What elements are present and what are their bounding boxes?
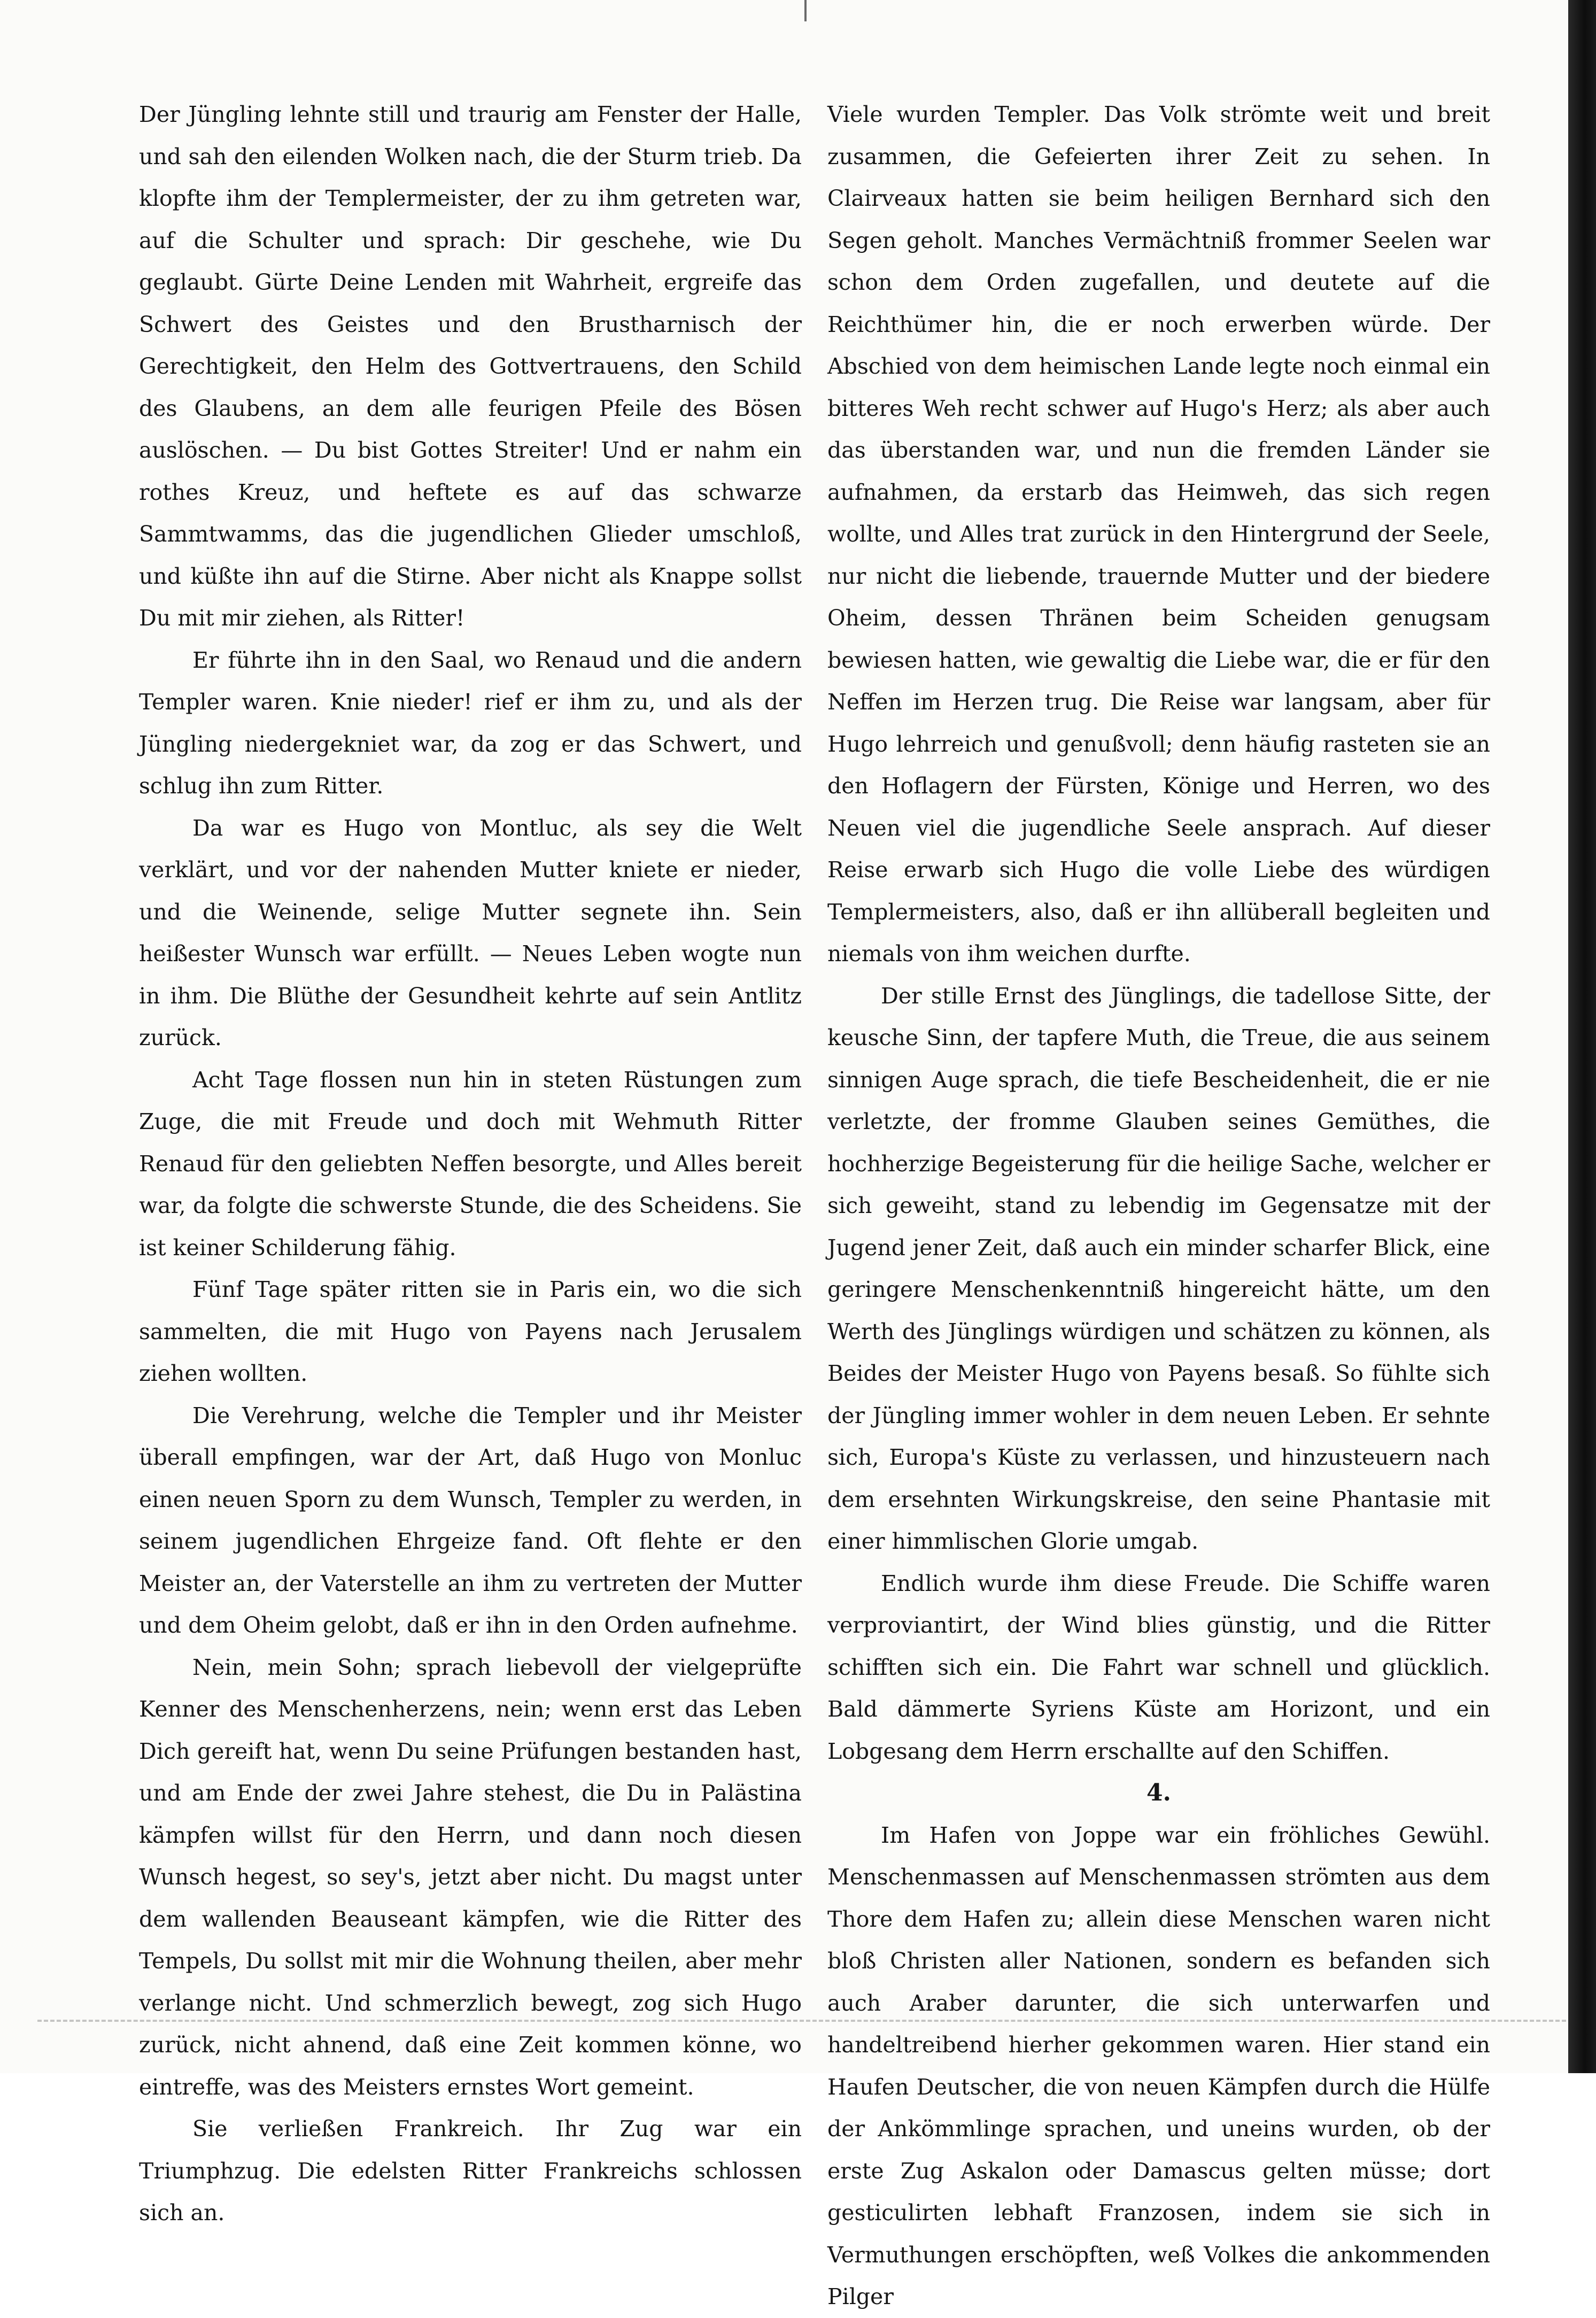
bottom-dashed-rule bbox=[37, 2020, 1566, 2022]
right-text-column bbox=[827, 94, 1490, 2309]
left-text-column bbox=[139, 94, 802, 2226]
paragraph: Endlich wurde ihm diese Freude. Die Schiffe waren verproviantirt, der Wind blies günstig, und die Ritter schifften sich ein. Die Fahrt war schnell und glücklich. Bald dämmerte Syriens Küste am Horizont, und ein Lobgesang dem Herrn erschallte auf den Schiffen. bbox=[827, 1570, 1490, 1764]
scan-crease-mark bbox=[804, 0, 807, 21]
paragraph: Die Verehrung, welche die Templer und ihr Meister überall empfingen, war der Art, daß Hugo von Monluc einen neuen Sporn zu dem Wunsch, Templer zu werden, in seinem jugendlichen Ehrgeize fand. Oft flehte er den Meister an, der Vaterstelle an ihm zu vertreten der Mutter und dem Oheim gelobt, daß er ihn in den Orden aufnehme. bbox=[139, 1402, 802, 1638]
paragraph: Im Hafen von Joppe war ein fröhliches Gewühl. Menschenmassen auf Menschenmassen strömten aus dem Thore dem Hafen zu; allein diese Menschen waren nicht bloß Christen aller Nationen, sondern es befanden sich auch Araber darunter, die sich unterwarfen und handeltreibend hierher gekommen waren. Hier stand ein Haufen Deutscher, die von neuen Kämpfen durch die Hülfe der Ankömmlinge sprachen, und uneins wurden, ob der erste Zug Askalon oder Damascus gelten müsse; dort gesticulirten lebhaft Franzosen, indem sie sich in Vermuthungen erschöpften, weß Volkes die ankommenden Pilger bbox=[827, 1822, 1490, 2309]
paragraph: Sie verließen Frankreich. Ihr Zug war ein Triumphzug. Die edelsten Ritter Frankreichs schlossen sich an. bbox=[139, 2116, 802, 2226]
paragraph: Der stille Ernst des Jünglings, die tadellose Sitte, der keusche Sinn, der tapfere Muth, die Treue, die aus seinem sinnigen Auge sprach, die tiefe Bescheidenheit, die er nie verletzte, der fromme Glauben seines Gemüthes, die hochherzige Begeisterung für die heilige Sache, welcher er sich geweiht, stand zu lebendig im Gegensatze mit der Jugend jener Zeit, daß auch ein minder scharfer Blick, eine geringere Menschenkenntniß hingereicht hätte, um den Werth des Jünglings würdigen und schätzen zu können, als Beides der Meister Hugo von Payens besaß. So fühlte sich der Jüngling immer wohler in dem neuen Leben. Er sehnte sich, Europa's Küste zu verlassen, und hinzusteuern nach dem ersehnten Wirkungskreise, den seine Phantasie mit einer himmlischen Glorie umgab. bbox=[827, 983, 1490, 1554]
paragraph: Acht Tage flossen nun hin in steten Rüstungen zum Zuge, die mit Freude und doch mit Wehmuth Ritter Renaud für den geliebten Neffen besorgte, und Alles bereit war, da folgte die schwerste Stunde, die des Scheidens. Sie ist keiner Schilderung fähig. bbox=[139, 1067, 802, 1261]
paragraph: Er führte ihn in den Saal, wo Renaud und die andern Templer waren. Knie nieder! rief er ihm zu, und als der Jüngling niedergekniet war, da zog er das Schwert, und schlug ihn zum Ritter. bbox=[139, 647, 802, 799]
paragraph: Viele wurden Templer. Das Volk strömte weit und breit zusammen, die Gefeierten ihrer Zeit zu sehen. In Clairveaux hatten sie beim heiligen Bernhard sich den Segen geholt. Manches Vermächtniß frommer Seelen war schon dem Orden zugefallen, und deutete auf die Reichthümer hin, die er noch erwerben würde. Der Abschied von dem heimischen Lande legte noch einmal ein bitteres Weh recht schwer auf Hugo's Herz; als aber auch das überstanden war, und nun die fremden Länder sie aufnahmen, da erstarb das Heimweh, das sich regen wollte, und Alles trat zurück in den Hintergrund der Seele, nur nicht die liebende, trauernde Mutter und der biedere Oheim, dessen Thränen beim Scheiden genugsam bewiesen hatten, wie gewaltig die Liebe war, die er für den Neffen im Herzen trug. Die Reise war langsam, aber für Hugo lehrreich und genußvoll; denn häufig rasteten sie an den Hoflagern der Fürsten, Könige und Herren, wo des Neuen viel die jugendliche Seele ansprach. Auf dieser Reise erwarb sich Hugo die volle Liebe des würdigen Templermeisters, also, daß er ihn allüberall begleiten und niemals von ihm weichen durfte. bbox=[827, 102, 1490, 967]
paragraph: Fünf Tage später ritten sie in Paris ein, wo die sich sammelten, die mit Hugo von Payens nach Jerusalem ziehen wollten. bbox=[139, 1277, 802, 1386]
paragraph: Nein, mein Sohn; sprach liebevoll der vielgeprüfte Kenner des Menschenherzens, nein; wenn erst das Leben Dich gereift hat, wenn Du seine Prüfungen bestanden hast, und am Ende der zwei Jahre stehest, die Du in Palästina kämpfen willst für den Herrn, und dann noch diesen Wunsch hegest, so sey's, jetzt aber nicht. Du magst unter dem wallenden Beauseant kämpfen, wie die Ritter des Tempels, Du sollst mit mir die Wohnung theilen, aber mehr verlange nicht. Und schmerzlich bewegt, zog sich Hugo zurück, nicht ahnend, daß eine Zeit kommen könne, wo eintreffe, was des Meisters ernstes Wort gemeint. bbox=[139, 1654, 802, 2100]
section-number: 4. bbox=[1146, 1779, 1171, 1806]
paragraph: Der Jüngling lehnte still und traurig am Fenster der Halle, und sah den eilenden Wolken nach, die der Sturm trieb. Da klopfte ihm der Templermeister, der zu ihm getreten war, auf die Schulter und sprach: Dir geschehe, wie Du geglaubt. Gürte Deine Lenden mit Wahrheit, ergreife das Schwert des Geistes und den Brustharnisch der Gerechtigkeit, den Helm des Gottvertrauens, den Schild des Glaubens, an dem alle feurigen Pfeile des Bösen auslöschen. — Du bist Gottes Streiter! Und er nahm ein rothes Kreuz, und heftete es auf das schwarze Sammtwamms, das die jugendlichen Glieder umschloß, und küßte ihn auf die Stirne. Aber nicht als Knappe sollst Du mit mir ziehen, als Ritter! bbox=[139, 102, 802, 631]
paragraph: Da war es Hugo von Montluc, als sey die Welt verklärt, und vor der nahenden Mutter kniete er nieder, und die Weinende, selige Mutter segnete ihn. Sein heißester Wunsch war erfüllt. — Neues Leben wogte nun in ihm. Die Blüthe der Gesundheit kehrte auf sein Antlitz zurück. bbox=[139, 815, 802, 1050]
scan-dark-edge bbox=[1568, 0, 1596, 2073]
